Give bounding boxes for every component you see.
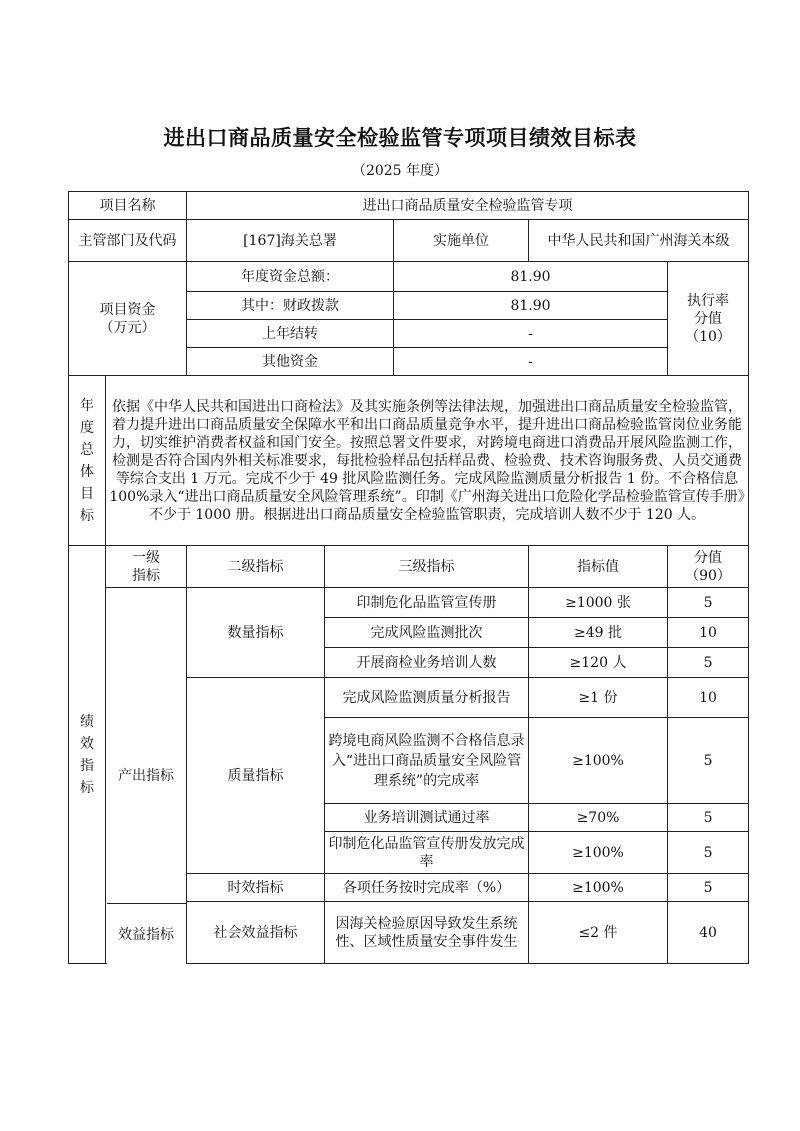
indicator-value: ≥100% [529,718,668,804]
exec-rate-line2: 分值 [694,310,723,327]
header-level1-line2: 指标 [132,567,160,584]
header-score-line1: 分值 [694,549,723,566]
unit-label: 实施单位 [394,220,529,262]
quality-indicator-label: 质量指标 [187,678,325,874]
goal-text: 依据《中华人民共和国进出口商检法》及其实施条例等法律法规，加强进出口商品质量安全检验监管，着力提升进出口商品质量安全保障水平和出口商品质量竞争水平，提升进出口商品检验监管岗位业务能力，切实维护消费者权益和国门安全。按照总署文件要求，对跨境电商进口消费品开展风险监测工作，检测是否符合国内外相关标准要求，每批检验样品包括样品费、检验费、技术咨询服务费、人员交通费等综合支出 1 万元。完成不少于 49 批风险监测任务。完成风险监测质量分析报告 1 份。不合格信息 100%录入“进出口商品质量安全风险管理系统”。印制《广州海关进出口危险化学品检验监管宣传手册》不少于 1000 册。根据进出口商品质量安全检验监管职责，完成培训人数不少于 120 人。 [106,376,749,546]
funds-total-value: 81.90 [394,262,668,292]
performance-table [68,191,749,964]
header-score [668,546,749,588]
indicators-section-text: 绩效指标 [80,713,94,796]
header-level1 [106,546,187,588]
header-level2: 二级指标 [187,546,325,588]
indicator-score: 5 [668,718,749,804]
indicator-value: ≥100% [529,874,668,902]
exec-rate-label [668,262,749,376]
indicator-name: 跨境电商风险监测不合格信息录入“进出口商品质量安全风险管理系统”的完成率 [325,718,529,804]
indicator-name: 完成风险监测质量分析报告 [325,678,529,718]
header-level1-line1: 一级 [132,549,160,566]
indicator-value: ≥100% [529,832,668,874]
indicator-value: ≥1000 张 [529,588,668,618]
indicator-score: 40 [668,902,749,964]
indicator-score: 10 [668,618,749,648]
project-name-label: 项目名称 [69,192,187,220]
indicator-score: 5 [668,874,749,902]
indicator-name: 因海关检验原因导致发生系统性、区域性质量安全事件发生 [325,902,529,964]
page-subtitle: （2025 年度） [351,163,449,179]
unit-value: 中华人民共和国广州海关本级 [529,220,749,262]
indicator-score: 10 [668,678,749,718]
indicator-value: ≥120 人 [529,648,668,678]
funds-label [69,262,187,376]
indicator-score: 5 [668,648,749,678]
project-name-value: 进出口商品质量安全检验监管专项 [187,192,749,220]
funds-label-line1: 项目资金 [99,301,156,318]
indicator-name: 开展商检业务培训人数 [325,648,529,678]
exec-rate-line3: （10） [685,328,731,345]
goal-label [69,376,106,546]
funds-label-line2: （万元） [99,319,156,336]
indicator-value: ≥1 份 [529,678,668,718]
funds-other-value: - [394,348,668,376]
dept-value: [167]海关总署 [187,220,394,262]
funds-carryover-value: - [394,320,668,348]
indicator-value: ≥70% [529,804,668,832]
output-indicator-label: 产出指标 [106,588,187,964]
indicator-score: 5 [668,832,749,874]
indicator-value: ≤2 件 [529,902,668,964]
benefit-indicator-label [107,903,186,964]
page-title: 进出口商品质量安全检验监管专项项目绩效目标表 [163,126,637,150]
funds-total-label: 年度资金总额： [187,262,394,292]
timeliness-indicator-label: 时效指标 [187,874,325,902]
funds-carryover-label: 上年结转 [187,320,394,348]
indicator-score: 5 [668,804,749,832]
indicator-score: 5 [668,588,749,618]
funds-other-label: 其他资金 [187,348,394,376]
indicator-name: 业务培训测试通过率 [325,804,529,832]
funds-fiscal-label: 其中：财政拨款 [187,292,394,320]
benefit-indicator-text: 效益指标 [118,926,174,943]
indicator-name: 各项任务按时完成率（%） [325,874,529,902]
dept-label: 主管部门及代码 [69,220,187,262]
exec-rate-line1: 执行率 [687,292,730,309]
goal-label-text: 年度总体目标 [80,397,94,524]
header-score-line2: （90） [685,567,731,584]
social-indicator-label: 社会效益指标 [187,902,325,964]
header-value: 指标值 [529,546,668,588]
indicator-name: 印制危化品监管宣传册 [325,588,529,618]
indicator-value: ≥49 批 [529,618,668,648]
funds-fiscal-value: 81.90 [394,292,668,320]
quantity-indicator-label: 数量指标 [187,588,325,678]
header-level3: 三级指标 [325,546,529,588]
indicator-name: 完成风险监测批次 [325,618,529,648]
indicator-name: 印制危化品监管宣传册发放完成率 [325,832,529,874]
indicators-section-label [69,546,106,964]
